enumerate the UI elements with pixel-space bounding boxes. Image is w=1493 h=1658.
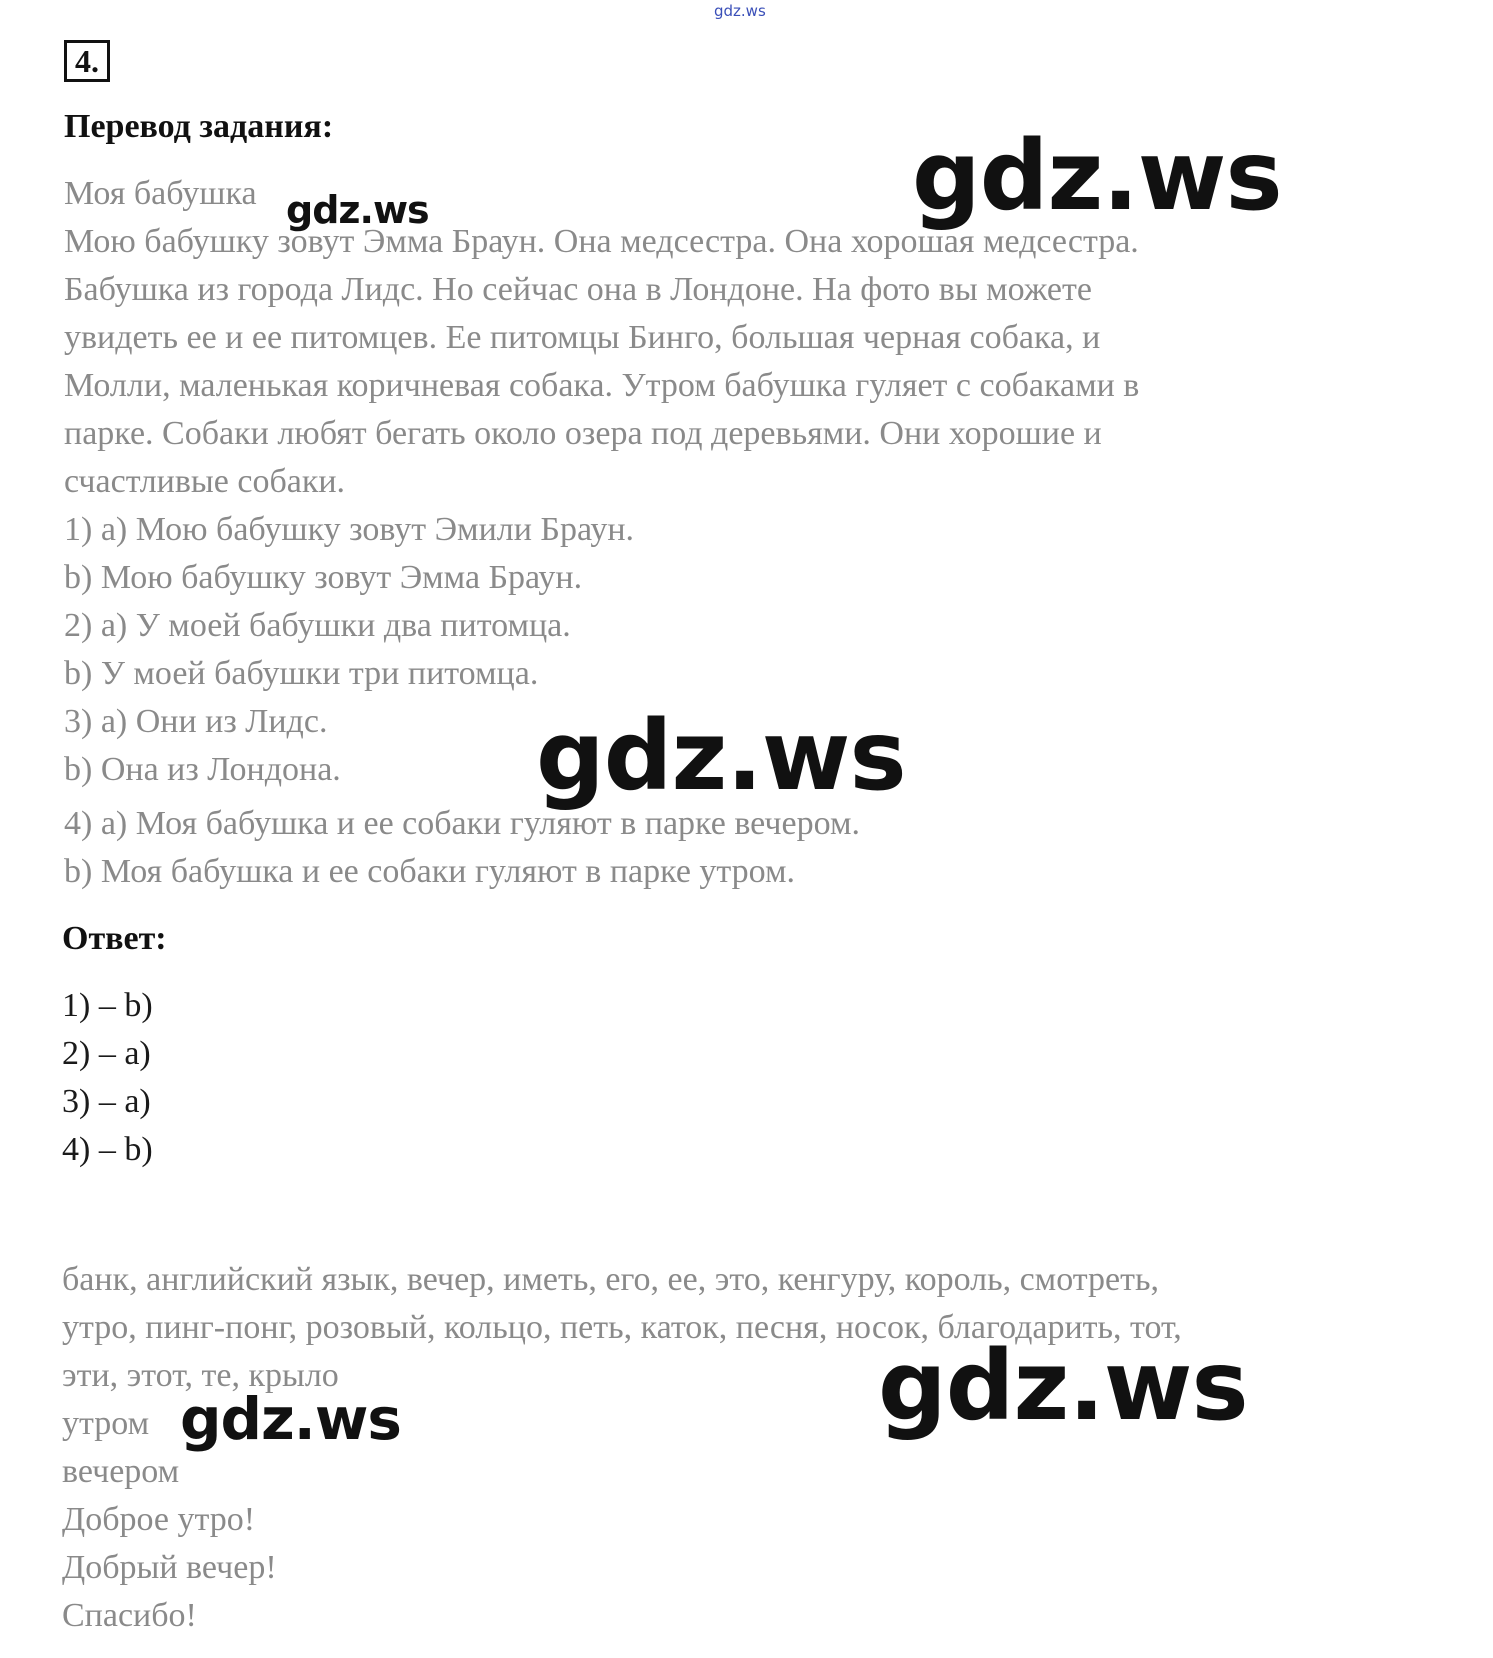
- story-line: Молли, маленькая коричневая собака. Утром бабушка гуляет с собаками в: [64, 367, 1140, 404]
- option-line: 3) a) Они из Лидс.: [64, 703, 328, 740]
- option-line: b) Она из Лондона.: [64, 751, 341, 788]
- brand-watermark: gdz.ws: [536, 700, 906, 812]
- vocabulary-line: Доброе утро!: [62, 1501, 256, 1538]
- answer-item: 3) – a): [62, 1083, 151, 1120]
- answer-item: 4) – b): [62, 1131, 153, 1168]
- brand-watermark: gdz.ws: [878, 1330, 1248, 1442]
- vocabulary-line: банк, английский язык, вечер, иметь, его, ее, это, кенгуру, король, смотреть,: [62, 1261, 1159, 1298]
- brand-watermark: gdz.ws: [912, 120, 1282, 232]
- vocabulary-line: эти, этот, те, крыло: [62, 1357, 339, 1394]
- option-line: b) Моя бабушка и ее собаки гуляют в парке утром.: [64, 853, 796, 890]
- option-line: 1) a) Мою бабушку зовут Эмили Браун.: [64, 511, 635, 548]
- story-line: Мою бабушку зовут Эмма Браун. Она медсестра. Она хорошая медсестра.: [64, 223, 1139, 260]
- brand-watermark: gdz.ws: [180, 1385, 401, 1453]
- top-watermark: gdz.ws: [714, 2, 766, 20]
- story-line: Бабушка из города Лидс. Но сейчас она в Лондоне. На фото вы можете: [64, 271, 1092, 308]
- answers-block: [62, 982, 153, 1174]
- story-line: парке. Собаки любят бегать около озера под деревьями. Они хорошие и: [64, 415, 1102, 452]
- brand-watermark: gdz.ws: [286, 188, 429, 232]
- vocabulary-line: вечером: [62, 1453, 180, 1490]
- answer-item: 2) – a): [62, 1035, 151, 1072]
- option-line: 4) a) Моя бабушка и ее собаки гуляют в парке вечером.: [64, 805, 860, 842]
- story-line: счастливые собаки.: [64, 463, 346, 500]
- story-title: Моя бабушка: [64, 175, 257, 212]
- vocabulary-line: утром: [62, 1405, 150, 1442]
- vocabulary-line: Добрый вечер!: [62, 1549, 277, 1586]
- story-line: увидеть ее и ее питомцев. Ее питомцы Бинго, большая черная собака, и: [64, 319, 1101, 356]
- option-line: 2) a) У моей бабушки два питомца.: [64, 607, 571, 644]
- translation-heading: Перевод задания:: [64, 108, 334, 145]
- option-line: b) Мою бабушку зовут Эмма Браун.: [64, 559, 583, 596]
- vocabulary-line: утро, пинг-понг, розовый, кольцо, петь, каток, песня, носок, благодарить, тот,: [62, 1309, 1182, 1346]
- vocabulary-line: Спасибо!: [62, 1597, 197, 1634]
- option-line: b) У моей бабушки три питомца.: [64, 655, 539, 692]
- answer-heading: Ответ:: [62, 920, 167, 957]
- answer-item: 1) – b): [62, 987, 153, 1024]
- task-number: 4.: [64, 40, 110, 82]
